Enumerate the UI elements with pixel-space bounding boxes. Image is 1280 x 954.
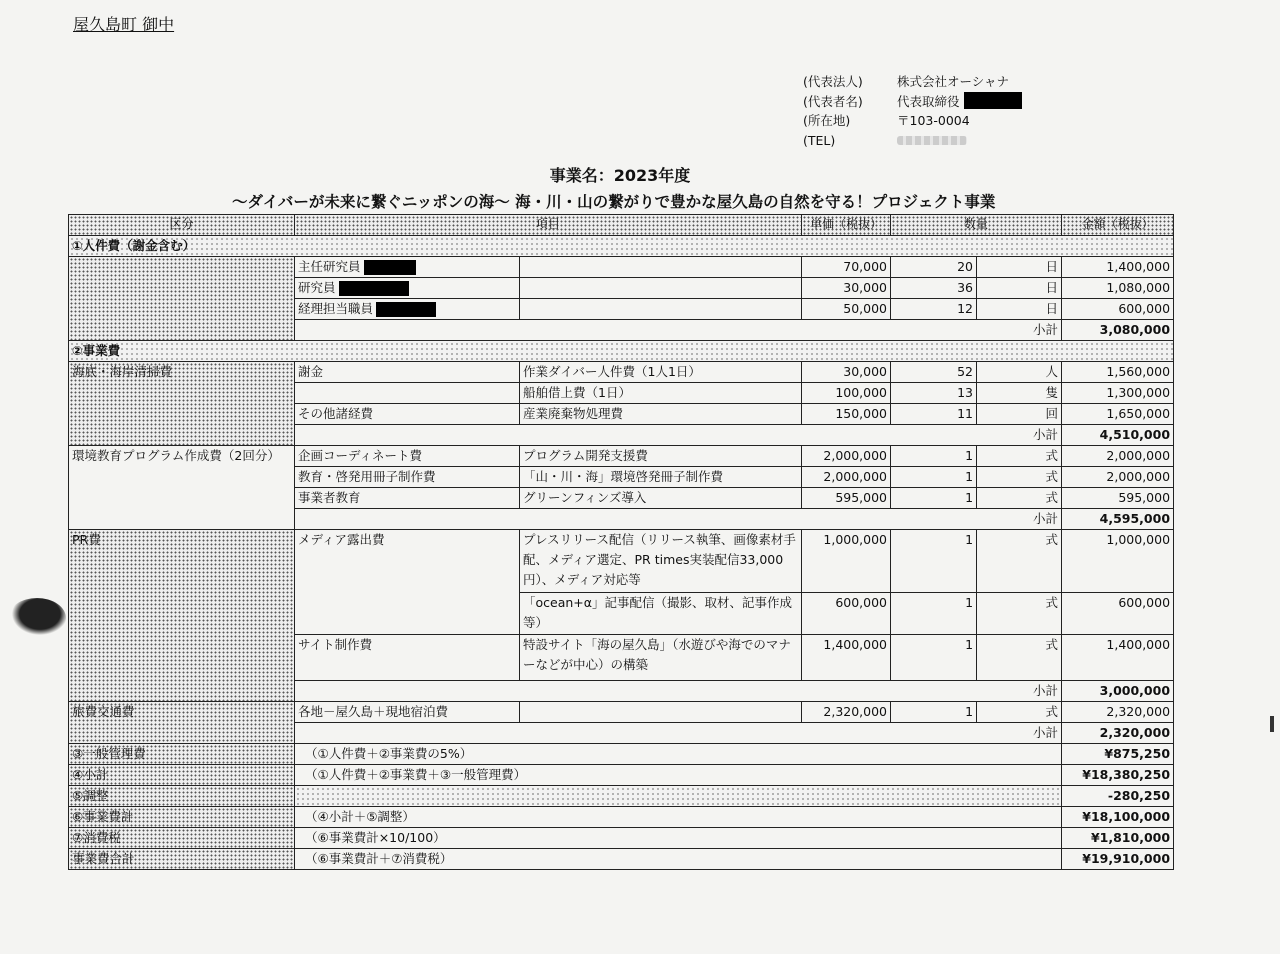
amount-cell: 1,000,000 [1062, 530, 1174, 593]
category-cell: 旅費交通費 [69, 702, 295, 744]
unit-cell: 隻 [977, 383, 1062, 404]
item-cell: 経理担当職員 [295, 299, 520, 320]
project-title-name: ～ダイバーが未来に繋ぐニッポンの海～ 海・川・山の繋がりで豊かな屋久島の自然を守る！プロジェクト事業 [232, 193, 996, 211]
summary-formula: （①人件費＋②事業費＋③一般管理費） [295, 765, 1062, 786]
project-title-year: 事業名：2023年度 [549, 166, 691, 185]
company-name: 株式会社オーシャナ [897, 74, 1010, 89]
blurred-phone [897, 136, 967, 145]
redaction-bar [339, 281, 409, 296]
summary-amount: ¥19,910,000 [1062, 849, 1174, 870]
summary-row [69, 807, 1174, 828]
detail-cell: 産業廃棄物処理費 [520, 404, 802, 425]
price-cell: 100,000 [802, 383, 891, 404]
summary-formula: （④小計＋⑤調整） [295, 807, 1062, 828]
summary-label: ⑦消費税 [69, 828, 295, 849]
subtotal-label: 小計 [295, 320, 1062, 341]
summary-amount: ¥18,380,250 [1062, 765, 1174, 786]
qty-cell: 1 [891, 446, 977, 467]
qty-cell: 1 [891, 530, 977, 593]
section-business: ②事業費 [69, 341, 1174, 362]
qty-cell: 13 [891, 383, 977, 404]
item-cell: 謝金 [295, 362, 520, 383]
detail-cell: プログラム開発支援費 [520, 446, 802, 467]
summary-row [69, 765, 1174, 786]
summary-amount: ¥1,810,000 [1062, 828, 1174, 849]
detail-cell [520, 702, 802, 723]
subtotal-label: 小計 [295, 681, 1062, 702]
category-cell: 海底・海岸清掃費 [69, 362, 295, 446]
amount-cell: 1,080,000 [1062, 278, 1174, 299]
qty-cell: 1 [891, 488, 977, 509]
item-cell: 各地－屋久島＋現地宿泊費 [295, 702, 520, 723]
category-cell: PR費 [69, 530, 295, 702]
qty-cell: 1 [891, 702, 977, 723]
price-cell: 1,000,000 [802, 530, 891, 593]
subtotal-label: 小計 [295, 723, 1062, 744]
unit-cell: 式 [977, 446, 1062, 467]
unit-cell: 日 [977, 299, 1062, 320]
amount-cell: 2,000,000 [1062, 446, 1174, 467]
price-cell: 70,000 [802, 257, 891, 278]
issuer-block [803, 72, 1022, 150]
qty-cell: 11 [891, 404, 977, 425]
redaction-bar [376, 302, 436, 317]
subtotal-amount: 2,320,000 [1062, 723, 1174, 744]
item-cell: 教育・啓発用冊子制作費 [295, 467, 520, 488]
detail-cell [520, 278, 802, 299]
unit-cell: 式 [977, 702, 1062, 723]
addressee: 屋久島町 御中 [73, 15, 175, 34]
detail-cell [520, 257, 802, 278]
issuer-label: (代表者名) [803, 93, 863, 109]
subtotal-amount: 4,510,000 [1062, 425, 1174, 446]
price-cell: 30,000 [802, 278, 891, 299]
header-item: 項目 [295, 215, 802, 236]
item-cell: 研究員 [295, 278, 520, 299]
amount-cell: 1,400,000 [1062, 257, 1174, 278]
amount-cell: 1,650,000 [1062, 404, 1174, 425]
price-cell: 2,000,000 [802, 446, 891, 467]
issuer-row-company [803, 72, 1022, 92]
table-row [69, 446, 1174, 467]
detail-cell: 作業ダイバー人件費（1人1日） [520, 362, 802, 383]
summary-row [69, 744, 1174, 765]
detail-cell [520, 299, 802, 320]
price-cell: 2,320,000 [802, 702, 891, 723]
table-row [69, 257, 1174, 278]
price-cell: 30,000 [802, 362, 891, 383]
unit-cell: 式 [977, 635, 1062, 681]
qty-cell: 12 [891, 299, 977, 320]
subtotal-amount: 3,000,000 [1062, 681, 1174, 702]
item-cell: 企画コーディネート費 [295, 446, 520, 467]
table-row [69, 362, 1174, 383]
unit-cell: 式 [977, 530, 1062, 593]
subtotal-amount: 4,595,000 [1062, 509, 1174, 530]
summary-formula: （⑥事業費計×10/100） [295, 828, 1062, 849]
qty-cell: 1 [891, 635, 977, 681]
redaction-bar [964, 92, 1022, 109]
unit-cell: 式 [977, 593, 1062, 635]
estimate-table [68, 214, 1174, 870]
unit-cell: 式 [977, 467, 1062, 488]
header-quantity: 数量 [891, 215, 1062, 236]
issuer-row-representative [803, 92, 1022, 112]
detail-cell: グリーンフィンズ導入 [520, 488, 802, 509]
section-personnel: ①人件費（謝金含む） [69, 236, 1174, 257]
summary-label: 事業費合計 [69, 849, 295, 870]
header-category: 区分 [69, 215, 295, 236]
detail-cell: 「ocean+α」記事配信（撮影、取材、記事作成等） [520, 593, 802, 635]
item-cell [295, 383, 520, 404]
summary-label: ④小計 [69, 765, 295, 786]
postal-code: 〒103-0004 [897, 113, 970, 128]
detail-cell: 特設サイト「海の屋久島」（水遊びや海でのマナーなどが中心）の構築 [520, 635, 802, 681]
category-cell: 環境教育プログラム作成費（2回分） [69, 446, 295, 530]
summary-label: ③一般管理費 [69, 744, 295, 765]
amount-cell: 595,000 [1062, 488, 1174, 509]
amount-cell: 1,560,000 [1062, 362, 1174, 383]
summary-row [69, 786, 1174, 807]
item-cell: サイト制作費 [295, 635, 520, 681]
price-cell: 50,000 [802, 299, 891, 320]
price-cell: 150,000 [802, 404, 891, 425]
issuer-row-tel [803, 131, 1022, 151]
item-cell: メディア露出費 [295, 530, 520, 635]
issuer-label: (代表法人) [803, 74, 863, 89]
item-cell: 主任研究員 [295, 257, 520, 278]
unit-cell: 日 [977, 278, 1062, 299]
price-cell: 600,000 [802, 593, 891, 635]
issuer-label: (TEL) [803, 132, 836, 148]
section-row [69, 236, 1174, 257]
qty-cell: 1 [891, 593, 977, 635]
summary-formula: （⑥事業費計＋⑦消費税） [295, 849, 1062, 870]
section-row [69, 341, 1174, 362]
amount-cell: 2,000,000 [1062, 467, 1174, 488]
summary-label: ⑤調整 [69, 786, 295, 807]
header-unit-price: 単価（税抜） [802, 215, 891, 236]
amount-cell: 1,300,000 [1062, 383, 1174, 404]
header-amount: 金額（税抜） [1062, 215, 1174, 236]
price-cell: 1,400,000 [802, 635, 891, 681]
redaction-bar [364, 260, 416, 275]
item-cell: 事業者教育 [295, 488, 520, 509]
summary-amount: ¥18,100,000 [1062, 807, 1174, 828]
qty-cell: 20 [891, 257, 977, 278]
price-cell: 2,000,000 [802, 467, 891, 488]
representative-title: 代表取締役 [897, 93, 960, 109]
table-row [69, 702, 1174, 723]
category-cell [69, 257, 295, 341]
qty-cell: 52 [891, 362, 977, 383]
summary-label: ⑥事業費計 [69, 807, 295, 828]
subtotal-label: 小計 [295, 509, 1062, 530]
subtotal-amount: 3,080,000 [1062, 320, 1174, 341]
scan-edge-mark [1270, 716, 1274, 732]
summary-amount: -280,250 [1062, 786, 1174, 807]
table-header-row [69, 215, 1174, 236]
subtotal-label: 小計 [295, 425, 1062, 446]
unit-cell: 日 [977, 257, 1062, 278]
detail-cell: 船舶借上費（1日） [520, 383, 802, 404]
amount-cell: 2,320,000 [1062, 702, 1174, 723]
amount-cell: 1,400,000 [1062, 635, 1174, 681]
detail-cell: プレスリリース配信（リリース執筆、画像素材手配、メディア選定、PR times実装配信33,000円）、メディア対応等 [520, 530, 802, 593]
summary-row [69, 849, 1174, 870]
issuer-row-address [803, 111, 1022, 131]
qty-cell: 36 [891, 278, 977, 299]
summary-row [69, 828, 1174, 849]
unit-cell: 式 [977, 488, 1062, 509]
amount-cell: 600,000 [1062, 299, 1174, 320]
summary-formula [295, 786, 1062, 807]
price-cell: 595,000 [802, 488, 891, 509]
amount-cell: 600,000 [1062, 593, 1174, 635]
unit-cell: 回 [977, 404, 1062, 425]
issuer-label: (所在地) [803, 113, 851, 128]
qty-cell: 1 [891, 467, 977, 488]
scan-hole-mark [8, 598, 66, 638]
summary-amount: ¥875,250 [1062, 744, 1174, 765]
summary-formula: （①人件費＋②事業費の5%） [295, 744, 1062, 765]
item-cell: その他諸経費 [295, 404, 520, 425]
table-row [69, 530, 1174, 593]
detail-cell: 「山・川・海」環境啓発冊子制作費 [520, 467, 802, 488]
unit-cell: 人 [977, 362, 1062, 383]
